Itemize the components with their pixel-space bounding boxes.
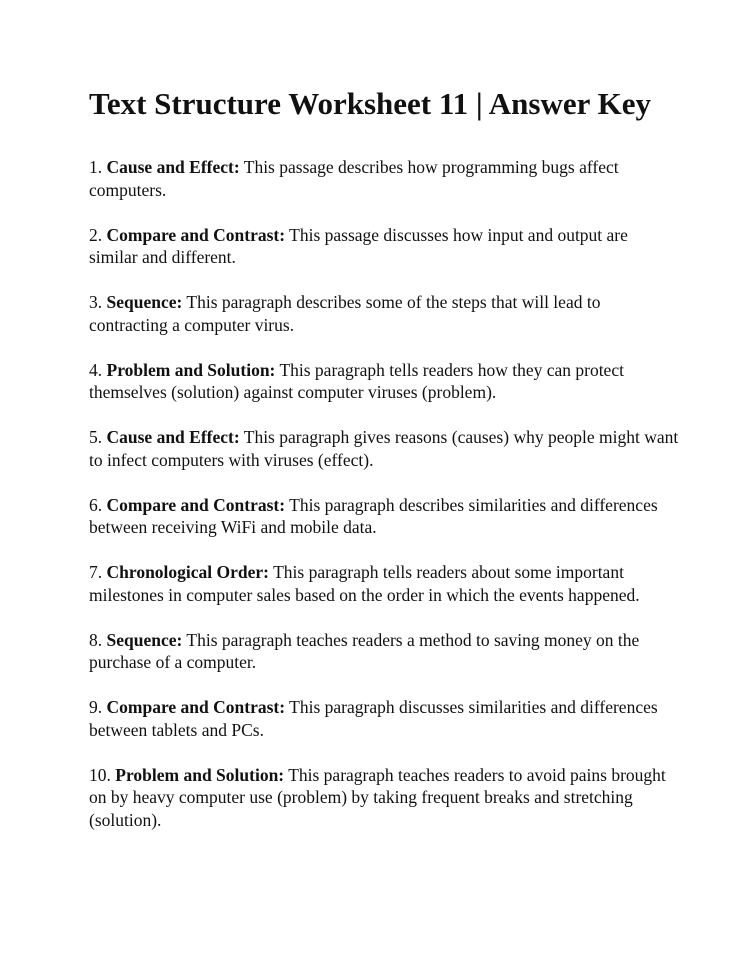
answer-number: 6. <box>89 494 103 515</box>
answer-explanation: This paragraph teaches readers a method to saving money on the purchase of a computer. <box>89 629 640 672</box>
answer-explanation: This paragraph tells readers about some important milestones in computer sales based on the order in which the events happened. <box>89 562 640 605</box>
answer-item <box>89 561 679 606</box>
answer-list <box>89 156 679 854</box>
text-structure-label: Compare and Contrast: <box>106 697 286 717</box>
answer-item <box>89 426 679 471</box>
text-structure-label: Compare and Contrast: <box>106 224 286 245</box>
answer-number: 9. <box>89 697 103 717</box>
text-structure-label: Cause and Effect: <box>106 427 240 447</box>
answer-number: 5. <box>89 427 103 447</box>
answer-explanation: This passage describes how programming bugs affect computers. <box>89 157 619 200</box>
answer-number: 10. <box>89 764 111 785</box>
answer-number: 8. <box>89 629 103 650</box>
answer-item <box>89 359 679 404</box>
answer-item <box>89 764 679 832</box>
answer-item <box>89 494 679 539</box>
answer-explanation: This paragraph discusses similarities and differences between tablets and PCs. <box>89 697 658 740</box>
answer-item <box>89 156 679 201</box>
answer-number: 4. <box>89 359 103 380</box>
answer-number: 7. <box>89 562 103 582</box>
text-structure-label: Cause and Effect: <box>106 157 240 177</box>
answer-number: 1. <box>89 157 103 177</box>
answer-explanation: This paragraph tells readers how they can protect themselves (solution) against computer viruses (problem). <box>89 359 624 402</box>
text-structure-label: Sequence: <box>106 629 183 650</box>
text-structure-label: Problem and Solution: <box>115 764 285 785</box>
answer-item <box>89 291 679 336</box>
answer-explanation: This paragraph gives reasons (causes) why people might want to infect computers with viruses (effect). <box>89 427 679 470</box>
answer-item <box>89 696 679 741</box>
answer-explanation: This paragraph describes some of the steps that will lead to contracting a computer virus. <box>89 292 601 335</box>
page-title: Text Structure Worksheet 11 | Answer Key <box>89 86 651 121</box>
text-structure-label: Chronological Order: <box>106 562 270 582</box>
text-structure-label: Problem and Solution: <box>106 359 276 380</box>
text-structure-label: Sequence: <box>106 292 183 312</box>
answer-explanation: This passage discusses how input and output are similar and different. <box>89 224 628 267</box>
answer-item <box>89 224 679 269</box>
answer-explanation: This paragraph describes similarities and differences between receiving WiFi and mobile data. <box>89 494 658 537</box>
answer-number: 2. <box>89 224 103 245</box>
answer-item <box>89 629 679 674</box>
text-structure-label: Compare and Contrast: <box>106 494 286 515</box>
answer-explanation: This paragraph teaches readers to avoid pains brought on by heavy computer use (problem) by taking frequent breaks and stretching (solution). <box>89 764 666 830</box>
answer-number: 3. <box>89 292 103 312</box>
